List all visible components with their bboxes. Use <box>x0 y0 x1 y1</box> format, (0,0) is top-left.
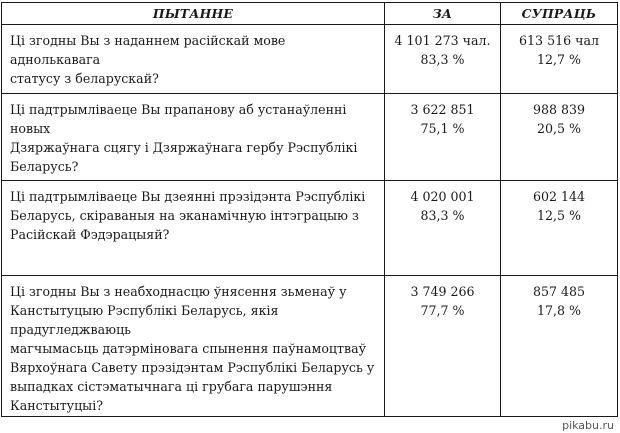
for-cell <box>385 94 501 181</box>
against-cell <box>501 181 618 276</box>
header-for: ЗА <box>385 3 501 25</box>
table-row <box>2 94 618 181</box>
for-count: 4 101 273 чал. <box>394 33 491 48</box>
against-percent: 12,5 % <box>536 208 581 223</box>
question-line: Канстытуцыю Рэспублікі Беларусь, якія прадугледжваюць <box>10 303 279 337</box>
for-count: 3 622 851 <box>410 102 475 117</box>
against-percent: 17,8 % <box>536 303 581 318</box>
header-against: СУПРАЦЬ <box>501 3 618 25</box>
for-percent: 83,3 % <box>420 208 465 223</box>
header-row <box>2 3 618 25</box>
question-line: выпадках сістэматычнага ці грубага парушэння <box>10 379 333 394</box>
question-cell <box>2 276 385 417</box>
table-row <box>2 25 618 94</box>
question-cell <box>2 181 385 276</box>
against-cell <box>501 94 618 181</box>
against-cell <box>501 276 618 417</box>
header-question: ПЫТАННЕ <box>2 3 385 25</box>
against-count: 857 485 <box>532 284 586 299</box>
question-line: Ці падтрымліваеце Вы прапанову аб устанаўленні новых <box>10 102 347 136</box>
for-cell <box>385 181 501 276</box>
for-percent: 77,7 % <box>420 303 465 318</box>
against-count: 613 516 чал <box>519 33 599 48</box>
for-count: 4 020 001 <box>410 189 475 204</box>
against-percent: 12,7 % <box>536 52 581 67</box>
question-cell <box>2 94 385 181</box>
referendum-table <box>1 2 618 417</box>
question-line: Ці згодны Вы з наданнем расійскай мове аднолькавага <box>10 33 286 67</box>
for-cell <box>385 276 501 417</box>
against-cell <box>501 25 618 94</box>
against-count: 602 144 <box>532 189 586 204</box>
for-percent: 83,3 % <box>420 52 465 67</box>
table-row <box>2 181 618 276</box>
question-line: Расійскай Фэдэрацыяй? <box>10 227 170 242</box>
for-count: 3 749 266 <box>410 284 475 299</box>
table-row <box>2 276 618 417</box>
question-line: Беларусь? <box>10 159 79 174</box>
against-percent: 20,5 % <box>536 121 581 136</box>
question-line: Канстытуцыі? <box>10 398 103 413</box>
question-line: Ці падтрымліваеце Вы дзеянні прэзідэнта Рэспублікі <box>10 189 366 204</box>
question-line: Беларусь, скіраваныя на эканамічную інтэграцыю з <box>10 208 359 223</box>
watermark: pikabu.ru <box>562 419 614 432</box>
question-cell <box>2 25 385 94</box>
question-line: Ці згодны Вы з неабходнасцю ўнясення зьменаў у <box>10 284 347 299</box>
question-line: статусу з беларускай? <box>10 71 159 86</box>
against-count: 988 839 <box>532 102 586 117</box>
question-line: магчымасьць датэрміновага спынення паўнамоцтваў <box>10 341 366 356</box>
question-line: Вярхоўнага Савету прэзідэнтам Рэспублікі Беларусь у <box>10 360 375 375</box>
for-cell <box>385 25 501 94</box>
for-percent: 75,1 % <box>420 121 465 136</box>
question-line: Дзяржаўнага сцягу і Дзяржаўнага гербу Рэспублікі <box>10 140 358 155</box>
